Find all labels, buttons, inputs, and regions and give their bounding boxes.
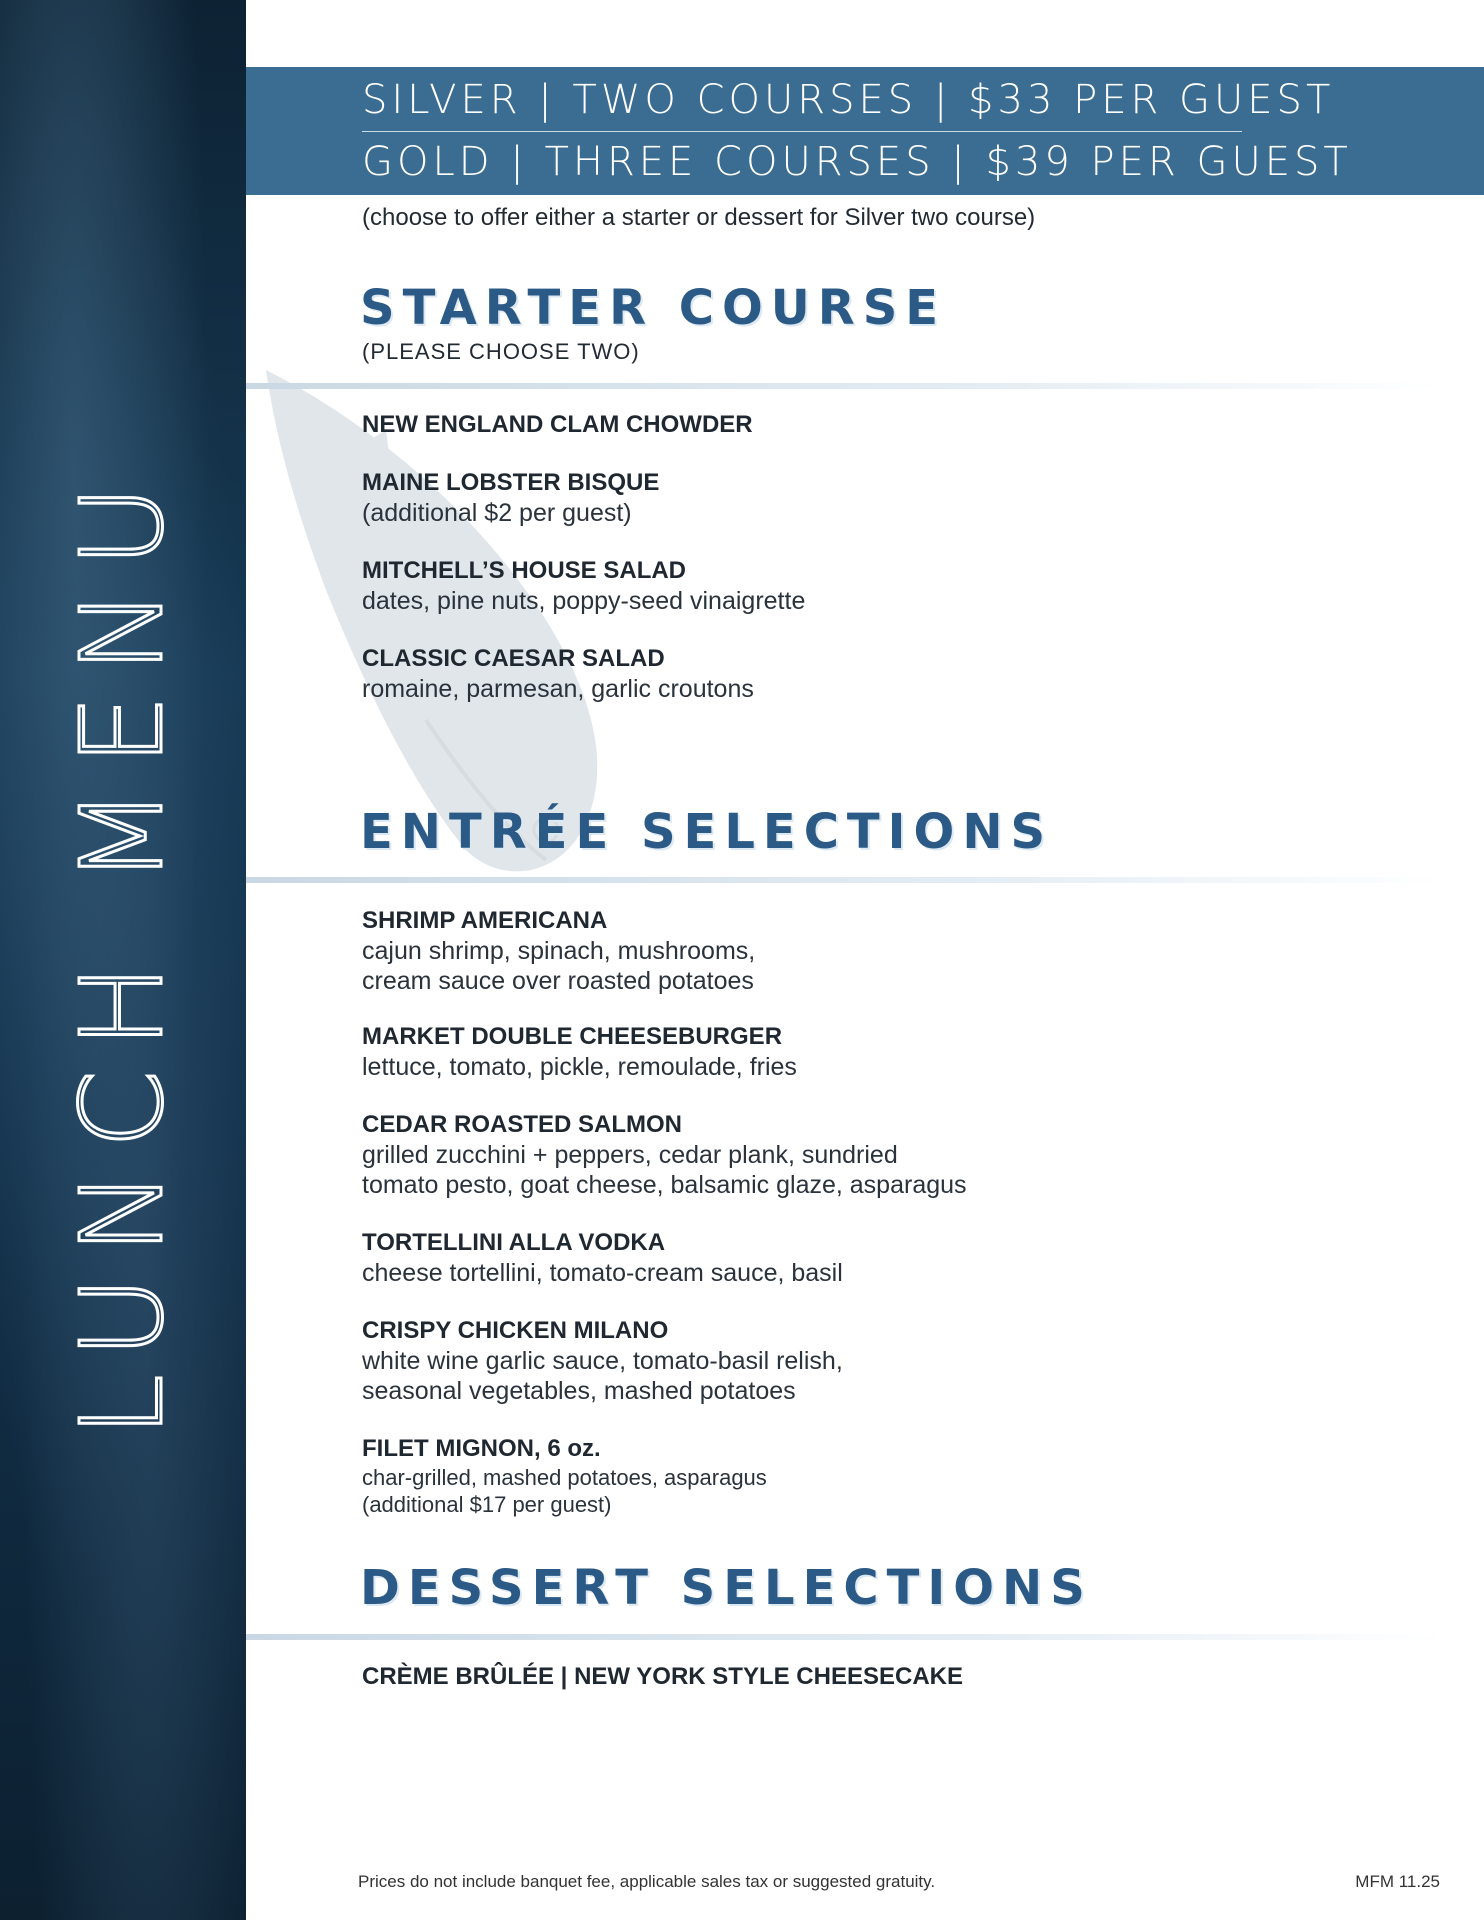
starter-item: [362, 556, 1122, 616]
item-description: tomato pesto, goat cheese, balsamic glaze, asparagus: [362, 1171, 967, 1199]
pricing-banner: [246, 67, 1484, 195]
item-description: char-grilled, mashed potatoes, asparagus: [362, 1465, 767, 1490]
item-description: lettuce, tomato, pickle, remoulade, fries: [362, 1053, 797, 1081]
section-divider: [246, 877, 1446, 883]
item-name: TORTELLINI ALLA VODKA: [362, 1229, 666, 1256]
entree-item: [362, 906, 1122, 996]
item-description: dates, pine nuts, poppy-seed vinaigrette: [362, 587, 806, 615]
starter-subheading: (PLEASE CHOOSE TWO): [362, 339, 640, 364]
starter-item: [362, 410, 1122, 440]
entree-item: [362, 1228, 1122, 1288]
starter-heading: STARTER COURSE: [360, 280, 947, 336]
gold-tier: GOLD | THREE COURSES | $39 PER GUEST: [362, 139, 1352, 185]
entree-heading: ENTRÉE SELECTIONS: [360, 804, 1054, 860]
item-name: CEDAR ROASTED SALMON: [362, 1111, 683, 1138]
section-divider: [246, 1634, 1446, 1640]
sidebar-panel: [0, 0, 246, 1920]
item-description: cream sauce over roasted potatoes: [362, 967, 754, 995]
item-description: grilled zucchini + peppers, cedar plank, sundried: [362, 1141, 898, 1169]
silver-tier: SILVER | TWO COURSES | $33 PER GUEST: [362, 77, 1335, 123]
dessert-item: [362, 1662, 1122, 1692]
entree-item: [362, 1110, 1122, 1200]
item-name: MAINE LOBSTER BISQUE: [362, 469, 660, 496]
footer-code: MFM 11.25: [1355, 1872, 1440, 1891]
item-name: FILET MIGNON, 6 oz.: [362, 1435, 601, 1462]
item-description: (additional $17 per guest): [362, 1492, 612, 1517]
footer-disclaimer: Prices do not include banquet fee, applicable sales tax or suggested gratuity.: [358, 1872, 936, 1891]
item-name: SHRIMP AMERICANA: [362, 907, 608, 934]
entree-item: [362, 1434, 1122, 1518]
starter-item: [362, 644, 1122, 704]
entree-item: [362, 1022, 1122, 1082]
pricing-note: (choose to offer either a starter or dessert for Silver two course): [362, 204, 1036, 231]
section-divider: [246, 383, 1446, 389]
item-description: romaine, parmesan, garlic croutons: [362, 675, 754, 703]
item-name: CLASSIC CAESAR SALAD: [362, 645, 665, 672]
dessert-heading: DESSERT SELECTIONS: [360, 1560, 1093, 1616]
item-name: CRISPY CHICKEN MILANO: [362, 1317, 669, 1344]
item-description: (additional $2 per guest): [362, 499, 632, 527]
item-name: NEW ENGLAND CLAM CHOWDER: [362, 411, 753, 438]
starter-item: [362, 468, 1122, 528]
item-name: MARKET DOUBLE CHEESEBURGER: [362, 1023, 783, 1050]
banner-divider: [362, 131, 1242, 132]
item-description: white wine garlic sauce, tomato-basil relish,: [362, 1347, 843, 1375]
entree-item: [362, 1316, 1122, 1406]
item-name: CRÈME BRÛLÉE | NEW YORK STYLE CHEESECAKE: [362, 1663, 964, 1690]
menu-title: LUNCH MENU: [58, 463, 188, 1437]
item-name: MITCHELL’S HOUSE SALAD: [362, 557, 687, 584]
item-description: cajun shrimp, spinach, mushrooms,: [362, 937, 756, 965]
item-description: seasonal vegetables, mashed potatoes: [362, 1377, 796, 1405]
item-description: cheese tortellini, tomato-cream sauce, basil: [362, 1259, 843, 1287]
